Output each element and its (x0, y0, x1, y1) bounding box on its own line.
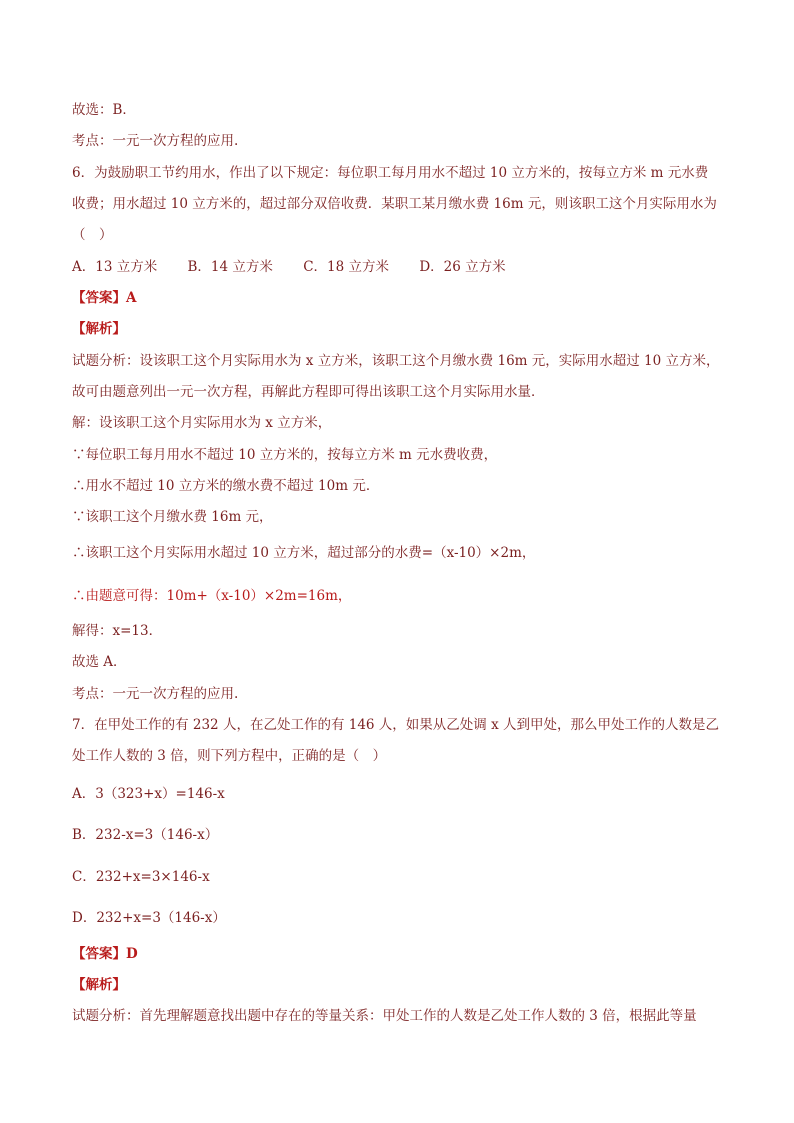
solution-equation: ∴由题意可得：10m+（x-10）×2m=16m， (72, 588, 352, 604)
choice-line: 故选 A． (72, 654, 127, 670)
solution-text: ∵该职工这个月缴水费 16m 元， (72, 509, 273, 525)
solution-text: ∵每位职工每月用水不超过 10 立方米的，按每立方米 m 元水费收费， (72, 447, 498, 463)
choice-line: 故选：B． (72, 102, 136, 118)
option-b: B．232-x=3（146-x） (72, 827, 219, 843)
solution-text: ∴该职工这个月实际用水超过 10 立方米，超过部分的水费=（x-10）×2m， (72, 545, 536, 561)
analysis-text: 试题分析：设该职工这个月实际用水为 x 立方米，该职工这个月缴水费 16m 元，实际用水超过 10 立方米， (72, 353, 720, 369)
analysis-text: 故可由题意列出一元一次方程，再解此方程即可得出该职工这个月实际用水量． (72, 384, 545, 400)
option-d: D．26 立方米 (419, 259, 506, 275)
analysis-label: 【解析】 (72, 977, 126, 993)
question-7-text: 7．在甲处工作的有 232 人，在乙处工作的有 146 人，如果从乙处调 x 人到甲处，那么甲处工作的人数是乙 (72, 717, 719, 733)
analysis-label: 【解析】 (72, 321, 126, 337)
option-d: D．232+x=3（146-x） (72, 910, 226, 926)
option-b: B．14 立方米 (187, 259, 273, 275)
solution-text: ∴用水不超过 10 立方米的缴水费不超过 10m 元． (72, 478, 380, 494)
question-6-text: 6．为鼓励职工节约用水，作出了以下规定：每位职工每月用水不超过 10 立方米的，按每立方米 m 元水费 (72, 165, 709, 181)
question-6-options (72, 258, 532, 276)
question-7-text: 处工作人数的 3 倍，则下列方程中，正确的是（ ） (72, 748, 387, 764)
solution-text: 解得：x=13． (72, 623, 163, 639)
option-c: C．232+x=3×146-x (72, 869, 210, 885)
answer-label: 【答案】A (72, 290, 137, 306)
option-a: A．3（323+x）=146-x (72, 786, 225, 802)
topic-line: 考点：一元一次方程的应用. (72, 133, 239, 149)
option-a: A．13 立方米 (72, 259, 158, 275)
topic-line: 考点：一元一次方程的应用. (72, 686, 239, 702)
option-c: C．18 立方米 (303, 259, 390, 275)
question-6-text: （ ） (72, 227, 113, 243)
analysis-text: 试题分析：首先理解题意找出题中存在的等量关系：甲处工作的人数是乙处工作人数的 3 倍，根据此等量 (72, 1008, 697, 1024)
answer-label: 【答案】D (72, 946, 138, 962)
solution-text: 解：设该职工这个月实际用水为 x 立方米， (72, 415, 332, 431)
question-6-text: 收费；用水超过 10 立方米的，超过部分双倍收费．某职工某月缴水费 16m 元，则该职工这个月实际用水为 (72, 196, 717, 212)
